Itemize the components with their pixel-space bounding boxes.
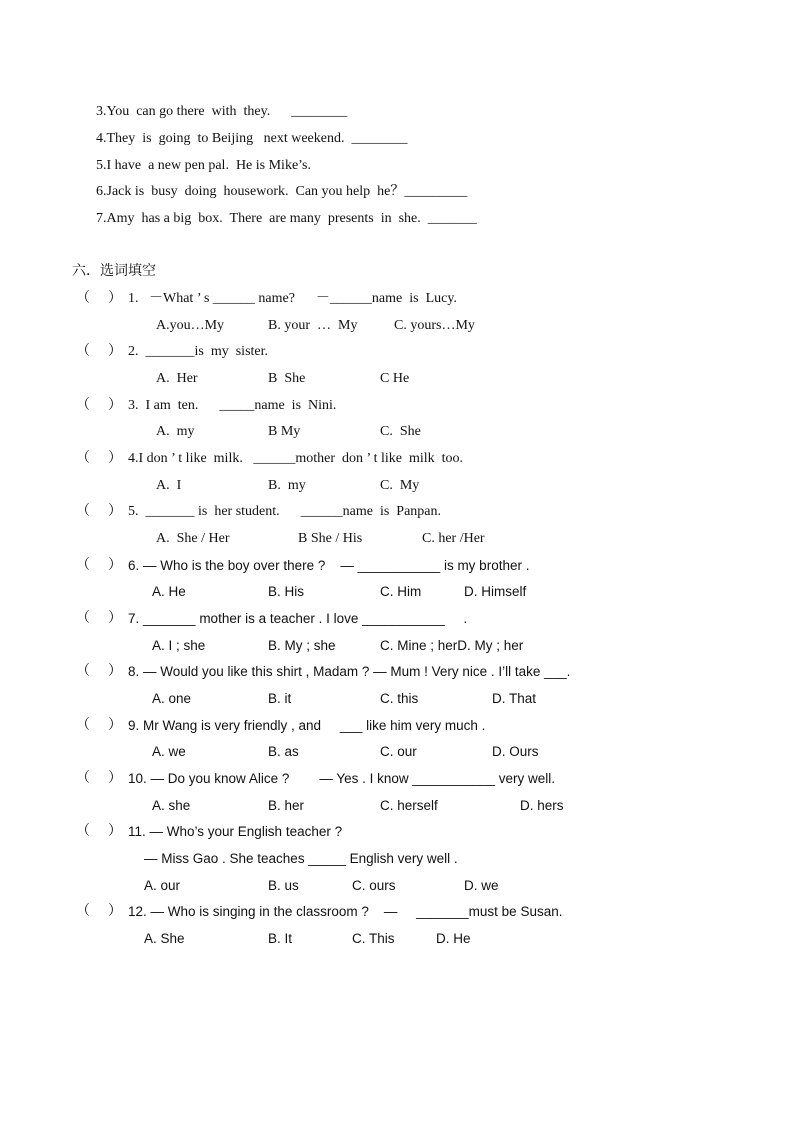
correction-item-6: 6.Jack is busy doing housework. Can you help he？_________: [96, 184, 468, 199]
answer-paren-open: （: [76, 611, 90, 626]
answer-paren-close: ）: [108, 451, 122, 466]
option-d: D. Himself: [464, 584, 527, 599]
correction-item-4: 4.They is going to Beijing next weekend. ________: [96, 131, 408, 146]
option-c: C. ours: [352, 878, 396, 893]
option-c: C. Mine ; herD. My ; her: [380, 638, 524, 653]
option-c: C. herself: [380, 798, 438, 813]
option-a: A. she: [152, 798, 191, 813]
option-b: B My: [268, 424, 301, 439]
option-a: A. Her: [156, 371, 198, 386]
option-a: A. She: [144, 931, 185, 946]
question-stem: 8. — Would you like this shirt , Madam ? — Mum ! Very nice . I’ll take ___.: [128, 664, 571, 679]
answer-paren-close: ）: [108, 558, 122, 573]
option-d: D. hers: [520, 798, 564, 813]
question-stem: 2. _______is my sister.: [128, 344, 269, 359]
option-c: C. Him: [380, 584, 422, 599]
option-c: C. this: [380, 691, 419, 706]
option-c: C. her /Her: [422, 531, 485, 546]
answer-paren-open: （: [76, 664, 90, 679]
answer-paren-open: （: [76, 291, 90, 306]
question-stem: 6. — Who is the boy over there ? — ___________ is my brother .: [128, 558, 530, 573]
option-a: A. we: [152, 744, 186, 759]
option-d: D. That: [492, 691, 537, 706]
option-c: C. yours…My: [394, 318, 475, 333]
answer-paren-open: （: [76, 771, 90, 786]
option-c: C. She: [380, 424, 421, 439]
answer-paren-close: ）: [108, 344, 122, 359]
option-b: B. as: [268, 744, 299, 759]
option-d: D. Ours: [492, 744, 539, 759]
answer-paren-close: ）: [108, 771, 122, 786]
option-c: C. our: [380, 744, 417, 759]
option-a: A. one: [152, 691, 192, 706]
answer-paren-open: （: [76, 718, 90, 733]
option-c: C. This: [352, 931, 395, 946]
option-d: D. He: [436, 931, 471, 946]
answer-paren-close: ）: [108, 611, 122, 626]
option-b: B. her: [268, 798, 305, 813]
answer-paren-open: （: [76, 398, 90, 413]
answer-paren-open: （: [76, 504, 90, 519]
answer-paren-close: ）: [108, 824, 122, 839]
answer-paren-close: ）: [108, 504, 122, 519]
answer-paren-close: ）: [108, 398, 122, 413]
option-a: A. She / Her: [156, 531, 230, 546]
answer-paren-open: （: [76, 344, 90, 359]
option-c: C He: [380, 371, 410, 386]
correction-item-3: 3.You can go there with they. ________: [96, 104, 348, 119]
option-b: B. it: [268, 691, 292, 706]
option-a: A. my: [156, 424, 195, 439]
question-stem: 5. _______ is her student. ______name is Panpan.: [128, 504, 442, 519]
answer-paren-close: ）: [108, 664, 122, 679]
correction-item-5: 5.I have a new pen pal. He is Mike’s.: [96, 158, 311, 173]
option-b: B. His: [268, 584, 305, 599]
answer-paren-open: （: [76, 558, 90, 573]
correction-item-7: 7.Amy has a big box. There are many presents in she. _______: [96, 211, 477, 226]
question-stem: 12. — Who is singing in the classroom ? — _______must be Susan.: [128, 904, 563, 919]
answer-paren-open: （: [76, 451, 90, 466]
answer-paren-open: （: [76, 824, 90, 839]
option-a: A. our: [144, 878, 181, 893]
answer-paren-open: （: [76, 904, 90, 919]
option-a: A. I ; she: [152, 638, 206, 653]
option-b: B. us: [268, 878, 299, 893]
option-b: B. It: [268, 931, 293, 946]
option-b: B. my: [268, 478, 306, 493]
answer-paren-close: ）: [108, 718, 122, 733]
question-stem: 11. — Who’s your English teacher ?: [128, 824, 343, 839]
option-a: A. I: [156, 478, 182, 493]
answer-paren-close: ）: [108, 904, 122, 919]
option-b: B She / His: [298, 531, 363, 546]
option-d: D. we: [464, 878, 499, 893]
question-stem: 9. Mr Wang is very friendly , and ___ like him very much .: [128, 718, 486, 733]
option-a: A.you…My: [156, 318, 225, 333]
question-stem: 3. I am ten. _____name is Nini.: [128, 398, 337, 413]
answer-paren-close: ）: [108, 291, 122, 306]
option-c: C. My: [380, 478, 420, 493]
section-heading: 六．选词填空: [72, 263, 156, 279]
question-stem: 10. — Do you know Alice ? — Yes . I know ___________ very well.: [128, 771, 555, 786]
option-b: B. your … My: [268, 318, 358, 333]
option-a: A. He: [152, 584, 186, 599]
question-stem: 4.I don ’ t like milk. ______mother don ’ t like milk too.: [128, 451, 464, 466]
question-stem: 7. _______ mother is a teacher . I love ___________ .: [128, 611, 468, 626]
question-stem: 1. －What ’ s ______ name? －______name is Lucy.: [128, 291, 457, 306]
option-b: B She: [268, 371, 306, 386]
question-stem-reply: — Miss Gao . She teaches _____ English very well .: [144, 851, 458, 866]
option-b: B. My ; she: [268, 638, 336, 653]
